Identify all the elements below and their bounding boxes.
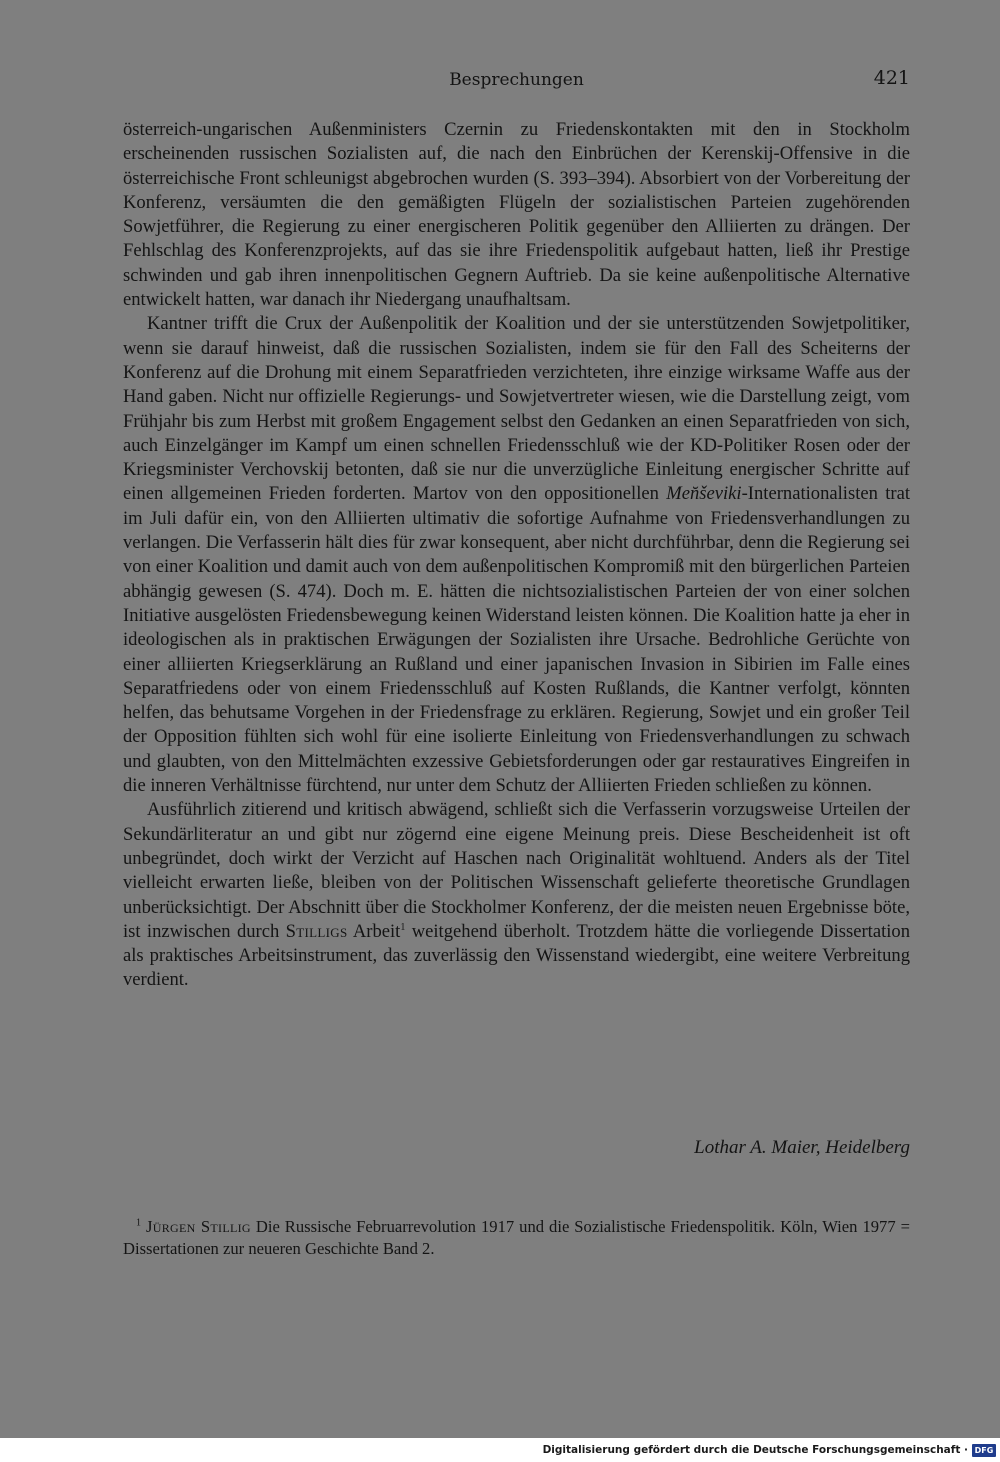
paragraph-2-text-a: Kantner trifft die Crux der Außenpolitik der Koalition und der sie unterstützenden Sowjetpolitiker, wenn sie darauf hinweist, daß die russischen Sozialisten, indem sie für den Fall des Scheiterns der Konferenz auf die Drohung mit einem Separatfrieden verzichteten, ihre einzige wirksame Waffe aus der Hand gaben. Nicht nur offizielle Regierungs- und Sowjetvertreter wiesen, wie die Darstellung zeigt, vom Frühjahr bis zum Herbst mit großem Engagement selbst den Gedanken an einen Separatfrieden von sich, auch Einzelgänger im Kampf um einen schnellen Friedensschluß wie der KD-Politiker Rosen oder der Kriegsminister Verchovskij betonten, daß sie nur die unverzügliche Einleitung energischer Schritte auf einen allgemeinen Frieden forderten. Martov von den oppositionellen [123, 313, 910, 505]
footnote-author: Jürgen Stillig [146, 1217, 251, 1236]
footnote [123, 1216, 910, 1260]
paragraph-3 [123, 798, 910, 992]
paragraph-2-text-b: -Internationalisten trat im Juli dafür ein, von den Alliierten ultimativ die sofortige Aufnahme von Friedensverhandlungen zu verlangen. Die Verfasserin hält dies für zwar konsequent, aber nicht durchführbar, denn die Regierung sei von einer Koalition und damit auch von dem außenpolitischen Kompromiß mit den bürgerlichen Parteien abhängig gewesen (S. 474). Doch m. E. hätten die nichtsozialistischen Parteien der von einer solchen Initiative ausgelösten Friedensbewegung keinen Widerstand leisten können. Die Koalition hatte ja eher in ideologischen als in praktischen Erwägungen der Sozialisten ihre Ursache. Bedrohliche Gerüchte von einer alliierten Kriegserklärung an Rußland und einer japanischen Invasion in Sibirien im Falle eines Separatfriedens oder von einem Friedensschluß auf Kosten Rußlands, die Kantner verfolgt, könnten helfen, das behutsame Vorgehen in der Friedensfrage zu erklären. Regierung, Sowjet und ein großer Teil der Opposition fühlten sich wohl für eine isolierte Einleitung von Friedensverhandlungen zu schwach und glaubten, von den Mittelmächten exzessive Gebietsforderungen oder gar restauratives Eingreifen in die inneren Verhältnisse fürchtend, nur unter dem Schutz der Alliierten Frieden schließen zu können. [123, 483, 910, 797]
footnote-marker: 1 [400, 921, 406, 933]
paragraph-3-text-b: Arbeit [347, 920, 401, 942]
reviewer-signature: Lothar A. Maier, Heidelberg [694, 1137, 910, 1158]
footnote-number: 1 [136, 1217, 141, 1229]
dfg-logo-icon: DFG [972, 1444, 996, 1457]
article-body [123, 118, 910, 993]
paragraph-3-text-c: weitgehend überholt. Trotzdem hätte die vorliegende Dissertation als praktisches Arbeitsinstrument, das zuverlässig den Wissenstand wiedergibt, eine weitere Verbreitung verdient. [123, 920, 910, 991]
party-name-italic: Men̆ševiki [666, 483, 742, 505]
author-reference: Stilligs [285, 920, 348, 942]
footnote-text: Die Russische Februarrevolution 1917 und die Sozialistische Friedenspolitik. Köln, Wien 1977 = Dissertationen zur neueren Geschichte Band 2. [123, 1217, 910, 1258]
page-number: 421 [873, 67, 910, 89]
paragraph-3-text-a: Ausführlich zitierend und kritisch abwägend, schließt sich die Verfasserin vorzugsweise Urteilen der Sekundärliteratur an und gibt nur zögernd eine eigene Meinung preis. Diese Bescheidenheit ist oft unbegründet, doch wirkt der Verzicht auf Haschen nach Originalität wohltuend. Anders als der Titel vielleicht erwarten ließe, bleiben von der Politischen Wissenschaft gelieferte theoretische Grundlagen unberücksichtigt. Der Abschnitt über die Stockholmer Konferenz, der die meisten neuen Ergebnisse böte, ist inzwischen durch [123, 799, 910, 942]
digitization-footer [0, 1438, 1000, 1462]
paragraph-2 [123, 312, 910, 798]
page-header [123, 67, 910, 100]
footer-credit: Digitalisierung gefördert durch die Deutsche Forschungsgemeinschaft · [542, 1444, 968, 1456]
running-head: Besprechungen [449, 70, 584, 90]
paragraph-1: österreich-ungarischen Außenministers Czernin zu Friedenskontakten mit den in Stockholm erscheinenden russischen Sozialisten auf, die nach den Einbrüchen der Kerenskij-Offensive in die österreichische Front schleunigst abgebrochen wurden (S. 393–394). Absorbiert von der Vorbereitung der Konferenz, versäumten die den gemäßigten Flügeln der sozialistischen Parteien zugehörenden Sowjetführer, die Regierung zu einer energischeren Politik gegenüber den Alliierten zu drängen. Der Fehlschlag des Konferenzprojekts, auf das sie ihre Friedenspolitik aufgebaut hatten, ließ ihr Prestige schwinden und gab ihren innenpolitischen Gegnern Auftrieb. Da sie keine außenpolitische Alternative entwickelt hatten, war danach ihr Niedergang unaufhaltsam. [123, 119, 910, 311]
